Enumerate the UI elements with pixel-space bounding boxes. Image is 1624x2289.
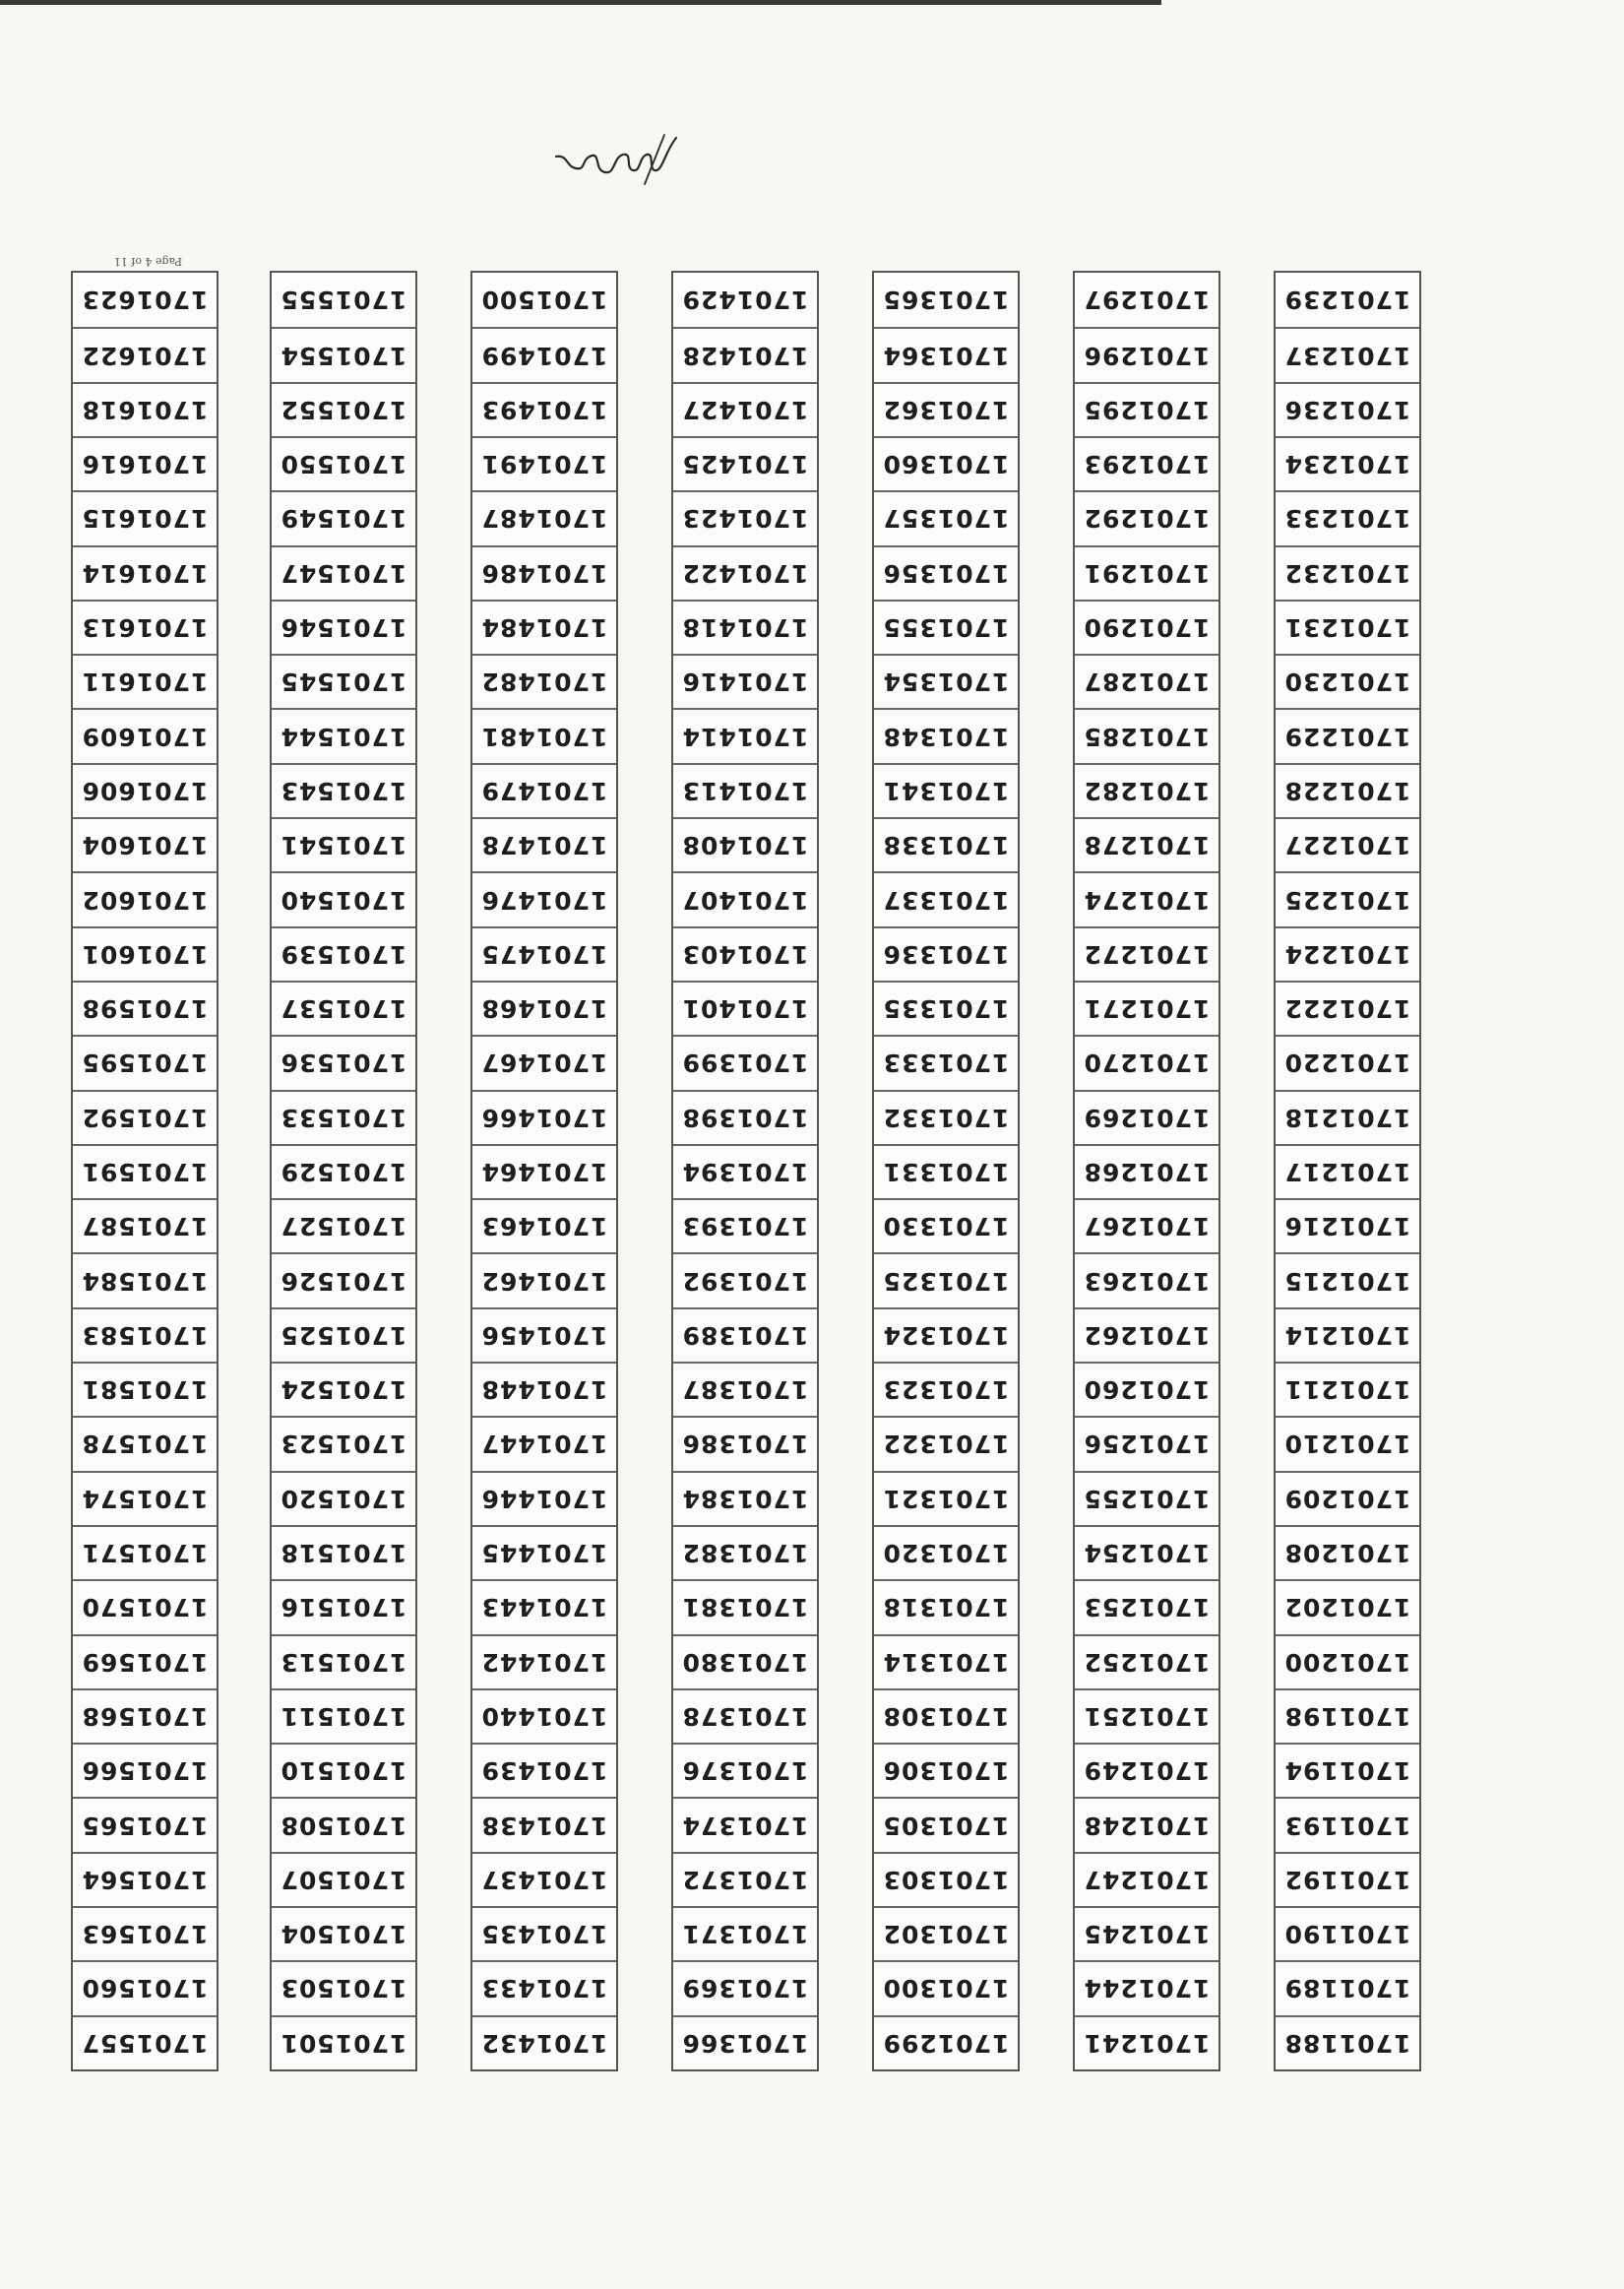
- roll-number-cell: 1701563: [73, 1906, 217, 1960]
- roll-number-cell: 1701302: [874, 1906, 1018, 1960]
- roll-number-cell: 1701443: [472, 1579, 616, 1633]
- roll-number-cell: 1701533: [272, 1090, 415, 1144]
- roll-number-cell: 1701606: [73, 763, 217, 817]
- roll-number-cell: 1701464: [472, 1144, 616, 1198]
- roll-number-cell: 1701554: [272, 327, 415, 381]
- roll-number-cell: 1701374: [673, 1797, 817, 1851]
- roll-number-cell: 1701557: [73, 2015, 217, 2069]
- roll-number-cell: 1701228: [1276, 763, 1419, 817]
- roll-number-cell: 1701357: [874, 490, 1018, 544]
- roll-number-cell: 1701442: [472, 1634, 616, 1688]
- roll-number-cell: 1701331: [874, 1144, 1018, 1198]
- roll-number-cell: 1701198: [1276, 1688, 1419, 1743]
- roll-number-cell: 1701366: [673, 2015, 817, 2069]
- roll-number-cell: 1701615: [73, 490, 217, 544]
- roll-number-cell: 1701295: [1075, 382, 1218, 436]
- roll-number-cell: 1701225: [1276, 871, 1419, 925]
- roll-number-column: [1274, 271, 1421, 2071]
- roll-number-cell: 1701445: [472, 1525, 616, 1579]
- roll-number-cell: 1701230: [1276, 654, 1419, 708]
- roll-number-cell: 1701487: [472, 490, 616, 544]
- roll-number-cell: 1701387: [673, 1362, 817, 1416]
- roll-number-cell: 1701560: [73, 1960, 217, 2014]
- roll-number-cell: 1701592: [73, 1090, 217, 1144]
- roll-number-cell: 1701513: [272, 1634, 415, 1688]
- roll-number-cell: 1701550: [272, 436, 415, 490]
- roll-number-cell: 1701435: [472, 1906, 616, 1960]
- roll-number-column: [671, 271, 819, 2071]
- roll-number-cell: 1701467: [472, 1035, 616, 1089]
- roll-number-cell: 1701234: [1276, 436, 1419, 490]
- roll-number-cell: 1701355: [874, 600, 1018, 654]
- roll-number-cell: 1701372: [673, 1852, 817, 1906]
- roll-number-cell: 1701623: [81, 286, 209, 315]
- roll-number-cell: 1701540: [272, 871, 415, 925]
- roll-number-cell: 1701229: [1276, 708, 1419, 762]
- roll-number-cell: 1701503: [272, 1960, 415, 2014]
- roll-number-cell: 1701248: [1075, 1797, 1218, 1851]
- roll-number-cell: 1701437: [472, 1852, 616, 1906]
- roll-number-cell: 1701308: [874, 1688, 1018, 1743]
- roll-number-cell: 1701217: [1276, 1144, 1419, 1198]
- roll-number-cell: 1701194: [1276, 1743, 1419, 1797]
- roll-number-cell: 1701236: [1276, 382, 1419, 436]
- roll-number-cell: 1701364: [874, 327, 1018, 381]
- roll-number-cell: 1701314: [874, 1634, 1018, 1688]
- roll-number-cell: 1701565: [73, 1797, 217, 1851]
- roll-number-cell: 1701293: [1075, 436, 1218, 490]
- roll-number-cell: 1701222: [1276, 981, 1419, 1035]
- roll-number-cell: 1701292: [1075, 490, 1218, 544]
- roll-number-cell: 1701413: [673, 763, 817, 817]
- roll-number-cell: 1701270: [1075, 1035, 1218, 1089]
- roll-number-cell: 1701299: [874, 2015, 1018, 2069]
- roll-number-cell: 1701427: [673, 382, 817, 436]
- roll-number-cell: 1701384: [673, 1471, 817, 1525]
- roll-number-cell: 1701401: [673, 981, 817, 1035]
- roll-number-cell: 1701245: [1075, 1906, 1218, 1960]
- roll-number-cell: 1701468: [472, 981, 616, 1035]
- roll-number-cell: 1701601: [73, 926, 217, 981]
- roll-number-cell: 1701272: [1075, 926, 1218, 981]
- roll-number-cell: 1701290: [1075, 600, 1218, 654]
- roll-number-cell: 1701394: [673, 1144, 817, 1198]
- roll-number-cell: 1701306: [874, 1743, 1018, 1797]
- roll-number-cell: 1701569: [73, 1634, 217, 1688]
- roll-number-cell: 1701425: [673, 436, 817, 490]
- roll-number-cell: 1701448: [472, 1362, 616, 1416]
- roll-number-cell: 1701237: [1276, 327, 1419, 381]
- roll-number-cell: 1701529: [272, 1144, 415, 1198]
- roll-number-cell: 1701214: [1276, 1307, 1419, 1362]
- roll-number-cell: 1701202: [1276, 1579, 1419, 1633]
- roll-number-cell: 1701325: [874, 1252, 1018, 1306]
- roll-number-cell: 1701602: [73, 871, 217, 925]
- roll-number-cell: 1701287: [1075, 654, 1218, 708]
- roll-number-cell: 1701255: [1075, 1471, 1218, 1525]
- roll-number-cell: 1701362: [874, 382, 1018, 436]
- roll-number-cell: 1701476: [472, 871, 616, 925]
- roll-number-cell: 1701583: [73, 1307, 217, 1362]
- roll-number-cell: 1701399: [673, 1035, 817, 1089]
- roll-number-cell: 1701190: [1276, 1906, 1419, 1960]
- roll-number-cell: 1701493: [472, 382, 616, 436]
- roll-number-cell: 1701335: [874, 981, 1018, 1035]
- roll-number-cell: 1701336: [874, 926, 1018, 981]
- roll-number-cell: 1701341: [874, 763, 1018, 817]
- roll-number-cell: 1701491: [472, 436, 616, 490]
- roll-number-cell: 1701537: [272, 981, 415, 1035]
- roll-number-cell: 1701254: [1075, 1525, 1218, 1579]
- roll-number-cell: 1701403: [673, 926, 817, 981]
- roll-number-cell: 1701475: [472, 926, 616, 981]
- roll-number-cell: 1701544: [272, 708, 415, 762]
- roll-number-cell: 1701520: [272, 1471, 415, 1525]
- roll-number-cell: 1701545: [272, 654, 415, 708]
- roll-number-cell: 1701501: [272, 2015, 415, 2069]
- roll-number-cell: 1701511: [272, 1688, 415, 1743]
- roll-number-cell: 1701439: [472, 1743, 616, 1797]
- roll-number-cell: 1701581: [73, 1362, 217, 1416]
- roll-number-cell: 1701591: [73, 1144, 217, 1198]
- roll-number-cell: 1701598: [73, 981, 217, 1035]
- roll-number-cell: 1701539: [272, 926, 415, 981]
- roll-number-cell: 1701499: [472, 327, 616, 381]
- roll-number-cell: 1701244: [1075, 1960, 1218, 2014]
- roll-number-cell: 1701456: [472, 1307, 616, 1362]
- roll-number-cell: 1701418: [673, 600, 817, 654]
- roll-number-cell: 1701547: [272, 545, 415, 600]
- roll-number-cell: 1701263: [1075, 1252, 1218, 1306]
- roll-number-cell: 1701323: [874, 1362, 1018, 1416]
- roll-number-cell: 1701220: [1276, 1035, 1419, 1089]
- roll-number-cell: 1701210: [1276, 1416, 1419, 1470]
- roll-number-cell: 1701622: [73, 327, 217, 381]
- roll-number-cell: 1701322: [874, 1416, 1018, 1470]
- roll-number-column: [71, 271, 219, 2071]
- roll-number-cell: 1701239: [1283, 286, 1411, 315]
- roll-number-cell: 1701543: [272, 763, 415, 817]
- roll-number-cell: 1701305: [874, 1797, 1018, 1851]
- roll-number-cell: 1701291: [1075, 545, 1218, 600]
- roll-number-cell: 1701479: [472, 763, 616, 817]
- roll-number-cell: 1701486: [472, 545, 616, 600]
- roll-number-cell: 1701466: [472, 1090, 616, 1144]
- roll-number-cell: 1701398: [673, 1090, 817, 1144]
- roll-number-cell: 1701570: [73, 1579, 217, 1633]
- roll-number-cell: 1701526: [272, 1252, 415, 1306]
- roll-number-cell: 1701208: [1276, 1525, 1419, 1579]
- roll-number-cell: 1701609: [73, 708, 217, 762]
- roll-number-cell: 1701432: [472, 2015, 616, 2069]
- roll-number-cell: 1701354: [874, 654, 1018, 708]
- roll-number-cell: 1701376: [673, 1743, 817, 1797]
- roll-number-column: [470, 271, 618, 2071]
- roll-number-cell: 1701282: [1075, 763, 1218, 817]
- roll-number-cell: 1701568: [73, 1688, 217, 1743]
- roll-number-cell: 1701500: [480, 286, 608, 315]
- roll-number-cell: 1701446: [472, 1471, 616, 1525]
- roll-number-cell: 1701611: [73, 654, 217, 708]
- roll-number-cell: 1701268: [1075, 1144, 1218, 1198]
- roll-number-cell: 1701508: [272, 1797, 415, 1851]
- roll-number-cell: 1701285: [1075, 708, 1218, 762]
- roll-number-cell: 1701574: [73, 1471, 217, 1525]
- roll-number-cell: 1701555: [280, 286, 407, 315]
- roll-number-cell: 1701523: [272, 1416, 415, 1470]
- roll-number-cell: 1701380: [673, 1634, 817, 1688]
- roll-number-cell: 1701381: [673, 1579, 817, 1633]
- roll-number-cell: 1701371: [673, 1906, 817, 1960]
- roll-number-cell: 1701478: [472, 817, 616, 871]
- roll-number-cell: 1701233: [1276, 490, 1419, 544]
- roll-number-cell: 1701423: [673, 490, 817, 544]
- roll-number-cell: 1701216: [1276, 1198, 1419, 1252]
- roll-number-cell: 1701584: [73, 1252, 217, 1306]
- roll-number-cell: 1701249: [1075, 1743, 1218, 1797]
- roll-number-cell: 1701247: [1075, 1852, 1218, 1906]
- roll-number-cell: 1701566: [73, 1743, 217, 1797]
- roll-number-cell: 1701303: [874, 1852, 1018, 1906]
- roll-number-cell: 1701356: [874, 545, 1018, 600]
- roll-number-cell: 1701365: [882, 286, 1010, 315]
- roll-number-cell: 1701549: [272, 490, 415, 544]
- roll-number-column: [270, 271, 417, 2071]
- roll-number-cell: 1701507: [272, 1852, 415, 1906]
- roll-number-column: [872, 271, 1020, 2071]
- roll-number-cell: 1701392: [673, 1252, 817, 1306]
- roll-number-cell: 1701330: [874, 1198, 1018, 1252]
- roll-number-cell: 1701516: [272, 1579, 415, 1633]
- roll-number-cell: 1701218: [1276, 1090, 1419, 1144]
- roll-number-cell: 1701332: [874, 1090, 1018, 1144]
- roll-number-cell: 1701541: [272, 817, 415, 871]
- roll-number-cell: 1701524: [272, 1362, 415, 1416]
- roll-number-cell: 1701604: [73, 817, 217, 871]
- roll-number-cell: 1701416: [673, 654, 817, 708]
- roll-number-cell: 1701546: [272, 600, 415, 654]
- roll-number-cell: 1701527: [272, 1198, 415, 1252]
- roll-number-cell: 1701269: [1075, 1090, 1218, 1144]
- roll-number-cell: 1701224: [1276, 926, 1419, 981]
- roll-number-cell: 1701215: [1276, 1252, 1419, 1306]
- roll-number-cell: 1701260: [1075, 1362, 1218, 1416]
- roll-number-cell: 1701393: [673, 1198, 817, 1252]
- roll-number-cell: 1701564: [73, 1852, 217, 1906]
- roll-number-cell: 1701595: [73, 1035, 217, 1089]
- roll-number-cell: 1701422: [673, 545, 817, 600]
- roll-number-cell: 1701252: [1075, 1634, 1218, 1688]
- roll-number-cell: 1701318: [874, 1579, 1018, 1633]
- roll-number-cell: 1701536: [272, 1035, 415, 1089]
- roll-number-cell: 1701209: [1276, 1471, 1419, 1525]
- roll-number-cell: 1701510: [272, 1743, 415, 1797]
- roll-number-cell: 1701193: [1276, 1797, 1419, 1851]
- roll-number-cell: 1701525: [272, 1307, 415, 1362]
- roll-number-cell: 1701338: [874, 817, 1018, 871]
- roll-number-cell: 1701389: [673, 1307, 817, 1362]
- roll-number-cell: 1701482: [472, 654, 616, 708]
- roll-number-cell: 1701429: [681, 286, 809, 315]
- roll-number-cell: 1701320: [874, 1525, 1018, 1579]
- roll-number-cell: 1701333: [874, 1035, 1018, 1089]
- roll-number-cell: 1701348: [874, 708, 1018, 762]
- roll-number-cell: 1701189: [1276, 1960, 1419, 2014]
- roll-number-cell: 1701613: [73, 600, 217, 654]
- roll-number-cell: 1701251: [1075, 1688, 1218, 1743]
- roll-number-cell: 1701274: [1075, 871, 1218, 925]
- roll-number-cell: 1701378: [673, 1688, 817, 1743]
- roll-number-cell: 1701231: [1276, 600, 1419, 654]
- roll-number-cell: 1701321: [874, 1471, 1018, 1525]
- roll-number-cell: 1701271: [1075, 981, 1218, 1035]
- roll-number-cell: 1701297: [1083, 286, 1211, 315]
- roll-number-cell: 1701616: [73, 436, 217, 490]
- roll-number-cell: 1701462: [472, 1252, 616, 1306]
- roll-number-cell: 1701267: [1075, 1198, 1218, 1252]
- roll-number-cell: 1701241: [1075, 2015, 1218, 2069]
- roll-number-cell: 1701433: [472, 1960, 616, 2014]
- roll-number-cell: 1701552: [272, 382, 415, 436]
- roll-number-cell: 1701369: [673, 1960, 817, 2014]
- roll-number-cell: 1701200: [1276, 1634, 1419, 1688]
- roll-number-cell: 1701386: [673, 1416, 817, 1470]
- roll-number-cell: 1701188: [1276, 2015, 1419, 2069]
- roll-number-cell: 1701578: [73, 1416, 217, 1470]
- roll-number-cell: 1701262: [1075, 1307, 1218, 1362]
- roll-number-cell: 1701618: [73, 382, 217, 436]
- roll-number-cell: 1701256: [1075, 1416, 1218, 1470]
- roll-number-cell: 1701337: [874, 871, 1018, 925]
- roll-number-cell: 1701587: [73, 1198, 217, 1252]
- roll-number-cell: 1701504: [272, 1906, 415, 1960]
- roll-number-cell: 1701484: [472, 600, 616, 654]
- roll-number-cell: 1701571: [73, 1525, 217, 1579]
- roll-number-cell: 1701360: [874, 436, 1018, 490]
- roll-number-cell: 1701211: [1276, 1362, 1419, 1416]
- roll-number-cell: 1701232: [1276, 545, 1419, 600]
- roll-number-cell: 1701447: [472, 1416, 616, 1470]
- roll-number-cell: 1701614: [73, 545, 217, 600]
- roll-number-cell: 1701440: [472, 1688, 616, 1743]
- roll-number-cell: 1701408: [673, 817, 817, 871]
- roll-number-cell: 1701414: [673, 708, 817, 762]
- roll-number-cell: 1701428: [673, 327, 817, 381]
- roll-number-cell: 1701407: [673, 871, 817, 925]
- roll-number-cell: 1701278: [1075, 817, 1218, 871]
- roll-number-cell: 1701382: [673, 1525, 817, 1579]
- page-label: Page 4 of 11: [113, 255, 182, 268]
- roll-number-cell: 1701324: [874, 1307, 1018, 1362]
- signature: [546, 128, 684, 192]
- roll-number-cell: 1701300: [874, 1960, 1018, 2014]
- roll-number-cell: 1701296: [1075, 327, 1218, 381]
- roll-number-cell: 1701481: [472, 708, 616, 762]
- roll-number-cell: 1701192: [1276, 1852, 1419, 1906]
- roll-number-cell: 1701518: [272, 1525, 415, 1579]
- roll-number-column: [1073, 271, 1220, 2071]
- roll-number-cell: 1701253: [1075, 1579, 1218, 1633]
- roll-number-cell: 1701438: [472, 1797, 616, 1851]
- roll-number-cell: 1701463: [472, 1198, 616, 1252]
- roll-number-cell: 1701227: [1276, 817, 1419, 871]
